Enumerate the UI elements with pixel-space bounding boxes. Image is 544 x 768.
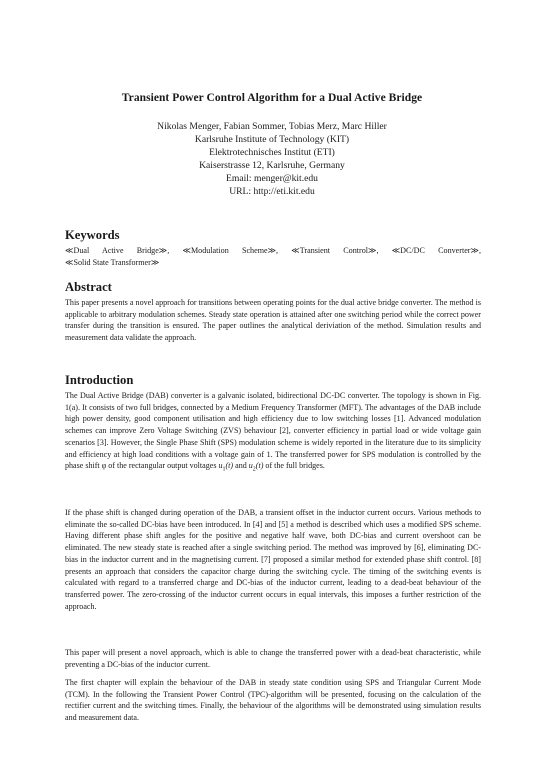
email: Email: menger@kit.edu xyxy=(226,172,318,184)
intro-and: and xyxy=(233,461,249,471)
voltage-u2-argument: (t) xyxy=(255,461,264,471)
author-block xyxy=(0,121,544,198)
author-names: Nikolas Menger, Fabian Sommer, Tobias Merz, Marc Hiller xyxy=(157,121,387,132)
keywords-heading: Keywords xyxy=(65,228,120,242)
keywords-line-2: ≪Solid State Transformer≫ xyxy=(65,258,160,267)
intro-paragraph-1-text: The Dual Active Bridge (DAB) converter is a galvanic isolated, bidirectional DC-DC converter. The topology is shown in Fig. 1(a). It consists of two full bridges, connected by a Medium Frequency Transformer (MFT). The advantages of the DAB include high power density, good component utilisation and high efficiency due to low switching losses [1]. Advanced modulation schemes can improve Zero Voltage Switching (ZVS) behaviour [2], converter efficiency in partial load or wide voltage gain scenarios [3]. However, the Single Phase Shift (SPS) modulation scheme is widely reported in the literature due to its simplicity and efficiency at high load conditions with a voltage gain of 1. The transferred power for SPS modulation is controlled by the phase shift φ of the rectangular output voltages xyxy=(65,391,481,471)
intro-paragraph-2: If the phase shift is changed during operation of the DAB, a transient offset in the inductor current occurs. Various methods to eliminate the so-called DC-bias have been introduced. In [4] and [5] a method is described which uses a modified SPS scheme. Having different phase shift angles for the positive and negative half wave, both DC-bias and current overshoot can be eliminated. The new steady state is reached after a single switching period. The method was improved by [6], eliminating DC-bias in the inductor current and in the magnetising current. [7] proposed a similar method for extended phase shift control. [8] presents an approach that considers the capacitor charge during the switching cycle. The timing of the switching events is calculated with regard to a transferred charge and DC-bias of the inductor current, leading to a dead-beat behaviour of the transferred power. The zero-crossing of the inductor current occurs in equal intervals, this imposes a further restriction of the approach. xyxy=(65,508,481,611)
paper-title: Transient Power Control Algorithm for a Dual Active Bridge xyxy=(121,92,423,104)
voltage-u1-subscript: 1 xyxy=(222,466,226,473)
voltage-u2-subscript: 2 xyxy=(252,466,256,473)
institute: Elektrotechnisches Institut (ETI) xyxy=(209,146,335,158)
voltage-u1-argument: (t) xyxy=(225,461,234,471)
abstract-text: This paper presents a novel approach for transitions between operating points for the dual active bridge converter. The method is applicable to arbitrary modulation schemes. Steady state operation is attained after one switching period while the correct power transfer during the transition is ensured. The paper outlines the analytical deriviation of the method. Simulation results and measurement data validate the approach. xyxy=(65,298,481,343)
intro-paragraph-3: This paper will present a novel approach, which is able to change the transferred power with a dead-beat characteristic, while preventing a DC-bias of the inductor current. xyxy=(65,648,481,669)
affiliation: Karlsruhe Institute of Technology (KIT) xyxy=(194,133,350,145)
introduction-heading: Introduction xyxy=(65,373,134,387)
address: Kaiserstrasse 12, Karlsruhe, Germany xyxy=(199,159,345,171)
abstract-heading: Abstract xyxy=(65,280,112,294)
url: URL: http://eti.kit.edu xyxy=(229,185,315,197)
intro-paragraph-4: The first chapter will explain the behaviour of the DAB in steady state condition using SPS and Triangular Current Mode (TCM). In the following the Transient Power Control (TPC)-algorithm will be presented, focusing on the calculation of the rectifier current and the switching times. Finally, the behaviour of the algorithms will be demonstrated using simulation results and measurement data. xyxy=(65,678,481,723)
keywords-line-1: ≪Dual Active Bridge≫, ≪Modulation Scheme≫, ≪Transient Control≫, ≪DC/DC Converter≫, xyxy=(65,246,481,255)
voltage-u2-symbol: u xyxy=(248,461,253,471)
intro-paragraph-1-end: of the full bridges. xyxy=(263,461,325,471)
voltage-u1-symbol: u xyxy=(218,461,223,471)
intro-paragraph-1 xyxy=(65,390,481,477)
